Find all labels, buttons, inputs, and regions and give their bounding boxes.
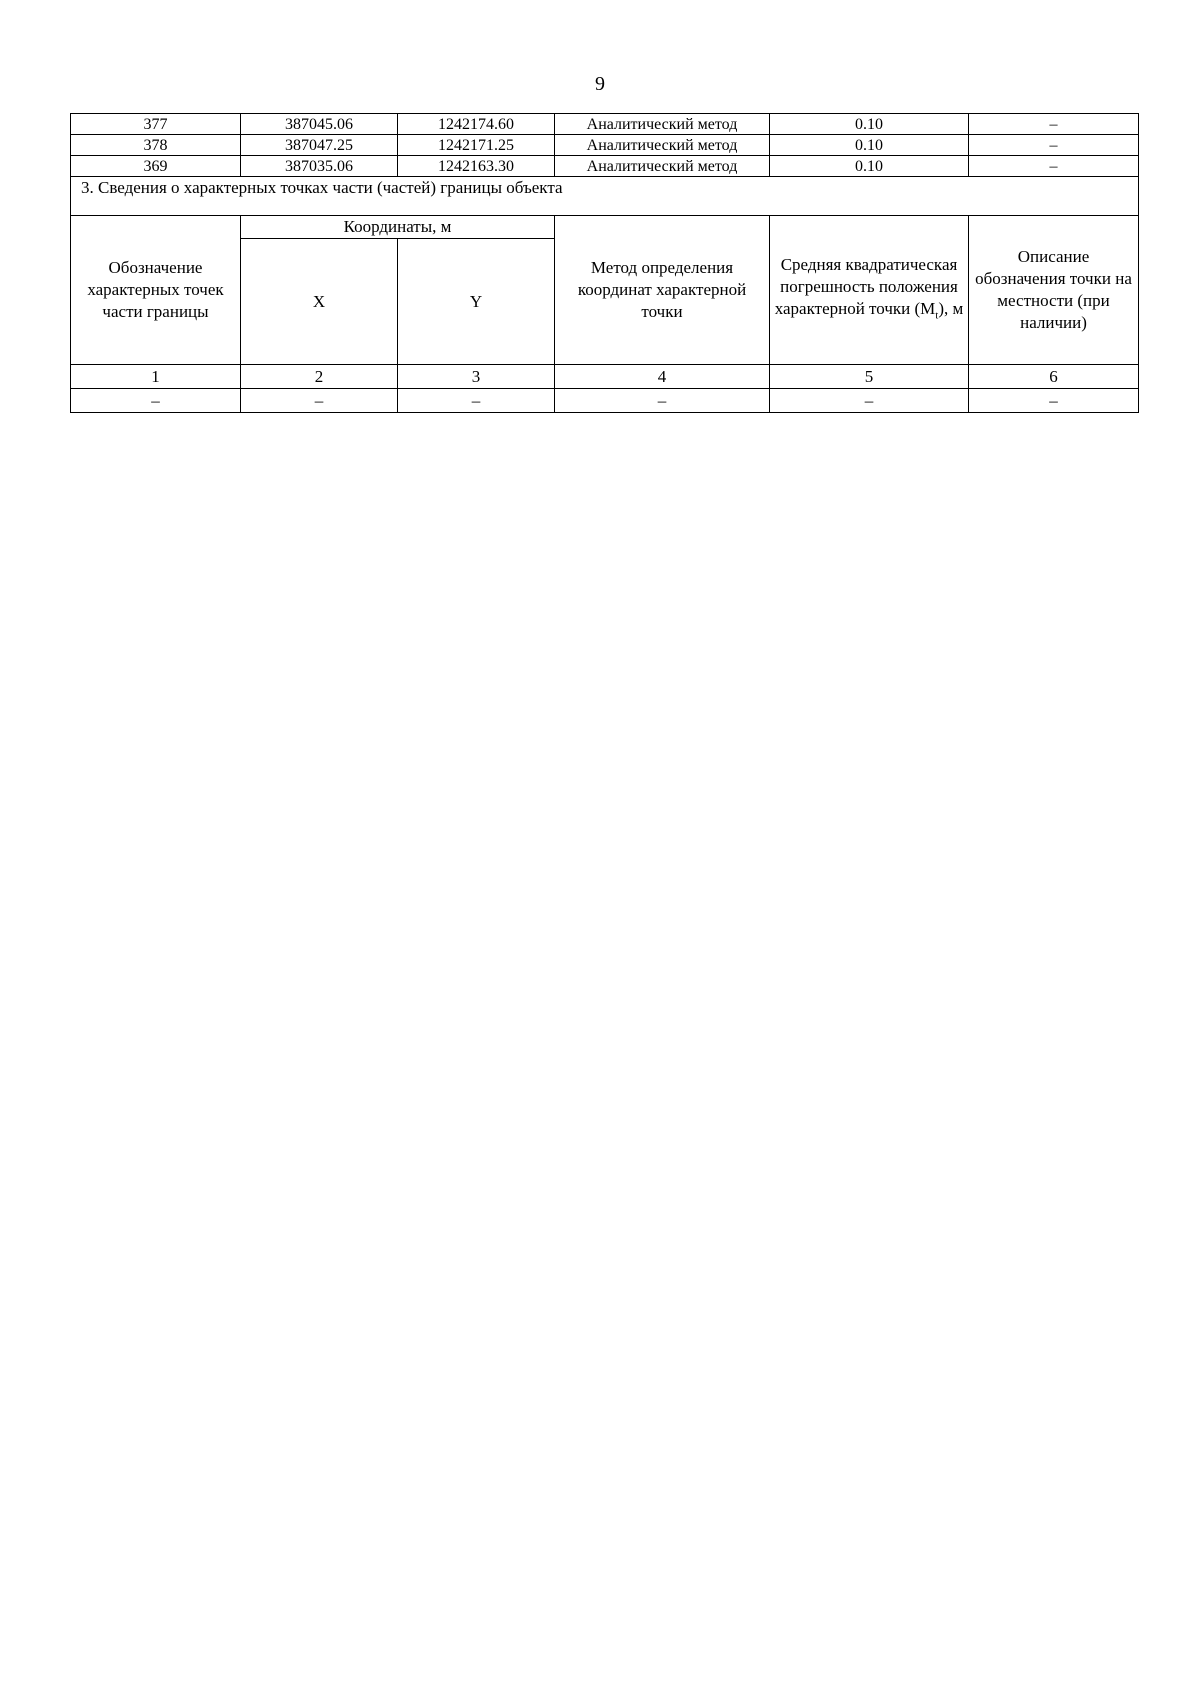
description-cell: – (969, 156, 1139, 177)
header-y: Y (398, 239, 555, 365)
empty-cell: – (555, 389, 770, 413)
empty-cell: – (398, 389, 555, 413)
empty-cell: – (770, 389, 969, 413)
empty-cell: – (241, 389, 398, 413)
header-method: Метод определения координат характерной точки (555, 216, 770, 365)
header-point-description: Описание обозначения точки на местности (при наличии) (969, 216, 1139, 365)
x-cell: 387047.25 (241, 135, 398, 156)
point-cell: 377 (71, 114, 241, 135)
header-x: X (241, 239, 398, 365)
error-cell: 0.10 (770, 135, 969, 156)
header-row (71, 216, 1139, 239)
header-point-designation: Обозначение характерных точек части границы (71, 216, 241, 365)
column-number: 6 (969, 365, 1139, 389)
empty-cell: – (969, 389, 1139, 413)
method-cell: Аналитический метод (555, 156, 770, 177)
description-cell: – (969, 114, 1139, 135)
x-cell: 387045.06 (241, 114, 398, 135)
y-cell: 1242174.60 (398, 114, 555, 135)
table-row (71, 135, 1139, 156)
boundary-points-table (70, 113, 1139, 413)
y-cell: 1242171.25 (398, 135, 555, 156)
point-cell: 369 (71, 156, 241, 177)
method-cell: Аналитический метод (555, 114, 770, 135)
table-row (71, 114, 1139, 135)
table-row (71, 156, 1139, 177)
empty-cell: – (71, 389, 241, 413)
column-number: 1 (71, 365, 241, 389)
error-cell: 0.10 (770, 114, 969, 135)
section-heading-row (71, 177, 1139, 216)
column-number: 4 (555, 365, 770, 389)
method-cell: Аналитический метод (555, 135, 770, 156)
header-error-unit: ), м (938, 298, 964, 318)
table-row (71, 389, 1139, 413)
header-error-subscript: t (935, 309, 939, 322)
description-cell: – (969, 135, 1139, 156)
column-number-row (71, 365, 1139, 389)
header-error-text: Средняя квадратическая погрешность положения характерной точки (M (774, 254, 958, 318)
header-mean-square-error (770, 216, 969, 365)
column-number: 3 (398, 365, 555, 389)
point-cell: 378 (71, 135, 241, 156)
x-cell: 387035.06 (241, 156, 398, 177)
column-number: 2 (241, 365, 398, 389)
y-cell: 1242163.30 (398, 156, 555, 177)
header-coordinates: Координаты, м (241, 216, 555, 239)
section-title: 3. Сведения о характерных точках части (частей) границы объекта (71, 177, 1139, 216)
error-cell: 0.10 (770, 156, 969, 177)
column-number: 5 (770, 365, 969, 389)
page-number: 9 (595, 73, 605, 95)
